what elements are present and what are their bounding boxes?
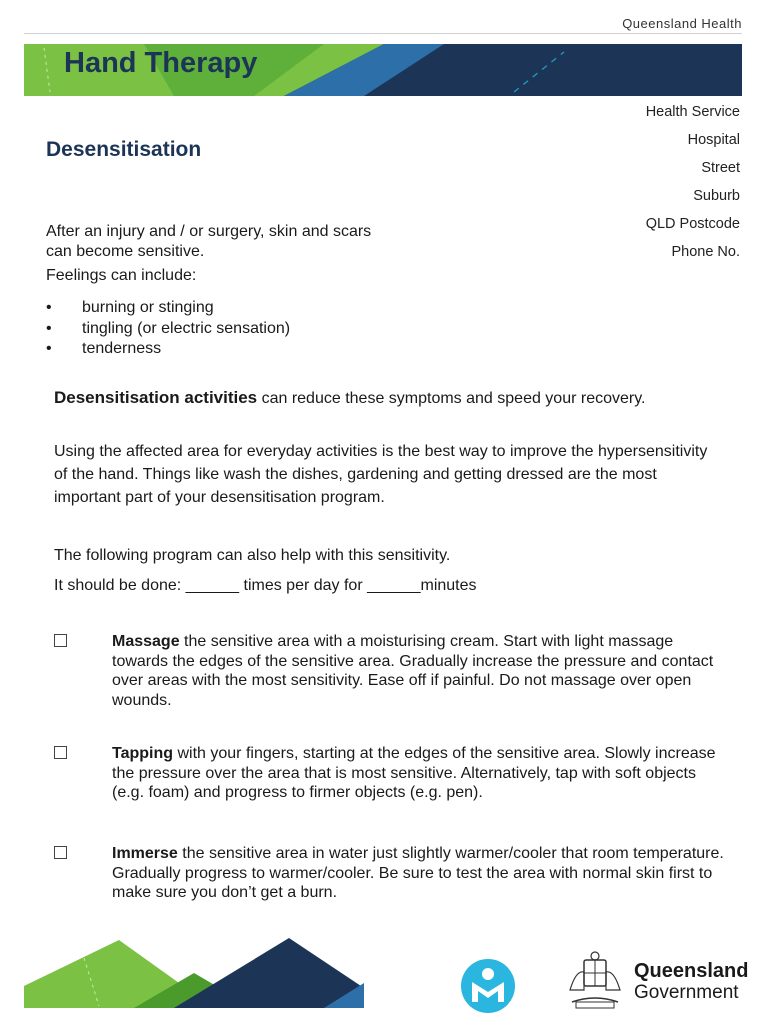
item-text: with your fingers, starting at the edges of the sensitive area. Slowly increase the pressure over the area that is most sensitive. Alternatively, tap with soft objects (e.g. foam) and progress to firmer objects (e.g. pen). xyxy=(112,745,716,801)
list-item: • burning or stinging xyxy=(46,298,290,319)
activities-lead-rest: can reduce these symptoms and speed your recovery. xyxy=(257,390,646,407)
item-title: Tapping xyxy=(112,745,174,762)
checkbox[interactable] xyxy=(54,746,67,759)
activities-paragraph xyxy=(54,386,714,411)
address-postcode: QLD Postcode xyxy=(645,216,740,232)
wordmark-line-1: Queensland xyxy=(634,960,749,982)
feelings-list xyxy=(46,298,290,360)
health-service-logo xyxy=(460,958,516,1014)
item-text: the sensitive area with a moisturising cream. Start with light massage towards the edges of the sensitive area. Gradually increase the pressure and contact over areas with the most sensitivity. Ease off if painful. Do not massage over open wounds. xyxy=(112,633,714,709)
wordmark-line-2: Government xyxy=(634,982,739,1003)
program-intro: The following program can also help with this sensitivity. xyxy=(54,547,451,564)
page-title: Desensitisation xyxy=(46,138,202,161)
organisation-name: Queensland Health xyxy=(622,16,742,31)
checkbox[interactable] xyxy=(54,846,67,859)
everyday-paragraph: Using the affected area for everyday activities is the best way to improve the hypersensitivity of the hand. Things like wash the dishes, gardening and getting dressed are the most important part of your desensitisation program. xyxy=(54,443,708,506)
address-hospital: Hospital xyxy=(687,132,740,148)
list-item: • tenderness xyxy=(46,339,290,360)
address-street: Street xyxy=(701,160,740,176)
footer-decoration xyxy=(24,928,364,1008)
address-phone: Phone No. xyxy=(671,244,740,260)
banner-title: Hand Therapy xyxy=(64,47,258,79)
queensland-crest-icon xyxy=(566,950,624,1012)
program-schedule: It should be done: ______ times per day for ______minutes xyxy=(54,577,477,594)
intro-paragraph: After an injury and / or surgery, skin and scars can become sensitive. xyxy=(46,223,372,260)
activities-lead: Desensitisation activities xyxy=(54,388,258,407)
list-item: • tingling (or electric sensation) xyxy=(46,319,290,340)
item-text: the sensitive area in water just slightly warmer/cooler that room temperature. Gradually progress to warmer/cooler. Be sure to test the area with normal skin first to make sure you don’t get a burn. xyxy=(112,845,724,901)
address-suburb: Suburb xyxy=(693,188,740,204)
item-title: Immerse xyxy=(112,845,178,862)
address-health-service: Health Service xyxy=(645,104,740,120)
checkbox[interactable] xyxy=(54,634,67,647)
queensland-government-wordmark xyxy=(634,960,748,1004)
item-title: Massage xyxy=(112,633,180,650)
feelings-label: Feelings can include: xyxy=(46,267,197,284)
header-divider xyxy=(24,33,742,34)
address-block xyxy=(646,102,740,270)
